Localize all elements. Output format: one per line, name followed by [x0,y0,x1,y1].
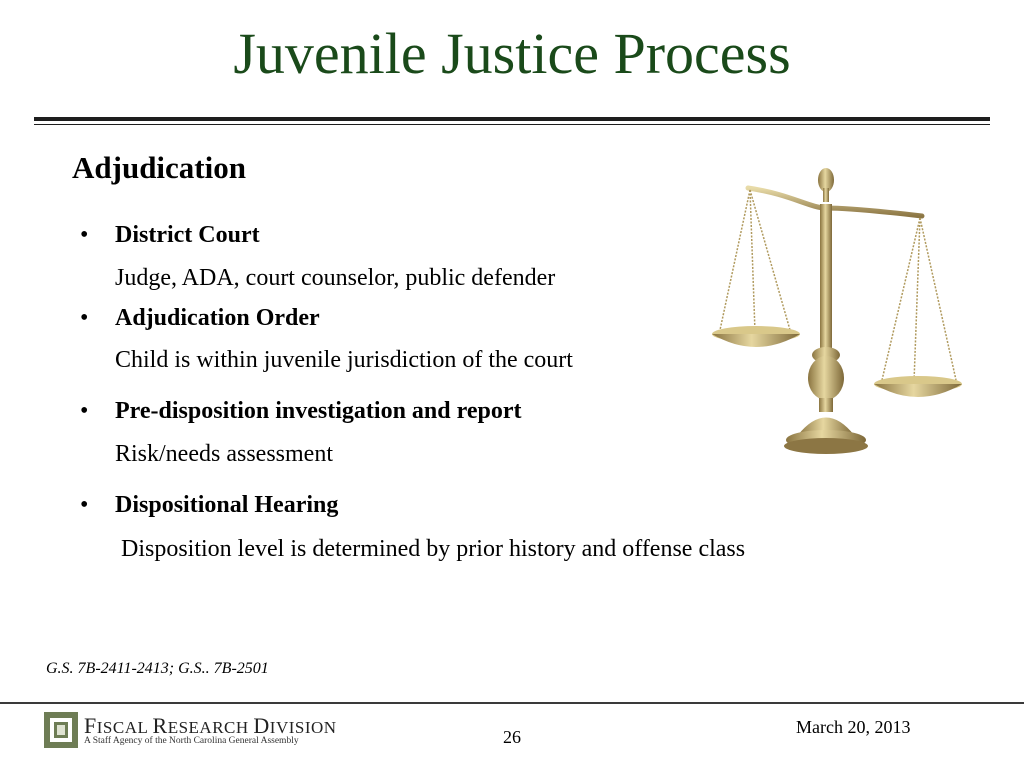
bullet-detail: Judge, ADA, court counselor, public defender [115,265,556,291]
statute-citation: G.S. 7B-2411-2413; G.S.. 7B-2501 [46,660,269,677]
bullet-dot: • [80,305,89,331]
org-name: FISCAL RESEARCH DIVISION [84,713,337,738]
slide-title: Juvenile Justice Process [233,21,791,86]
section-subtitle: Adjudication [72,150,246,185]
title-rule-thick [34,117,990,121]
bullet-detail: Risk/needs assessment [115,441,333,467]
bullet-heading-dispositional-hearing [80,492,338,519]
bullet-heading-adjudication-order [80,305,320,332]
bullet-heading-pre-disposition [80,398,521,425]
bullet-heading-text: Dispositional Hearing [115,492,339,518]
presentation-date: March 20, 2013 [796,717,911,737]
bullet-detail: Child is within juvenile jurisdiction of the court [115,347,573,373]
bullet-heading-text: Adjudication Order [115,305,320,331]
bullet-heading-text: Pre-disposition investigation and report [115,398,522,424]
page-number: 26 [503,727,521,747]
footer-rule [0,702,1024,704]
scales-of-justice-icon [700,160,990,470]
title-rule-thin [34,124,990,125]
bullet-detail: Disposition level is determined by prior history and offense class [121,536,746,562]
bullet-heading-text: District Court [115,222,260,248]
org-tagline: A Staff Agency of the North Carolina General Assembly [84,736,299,746]
bullet-dot: • [80,222,89,248]
bullet-dot: • [80,398,89,424]
bullet-heading-district-court [80,222,260,249]
bullet-dot: • [80,492,89,518]
